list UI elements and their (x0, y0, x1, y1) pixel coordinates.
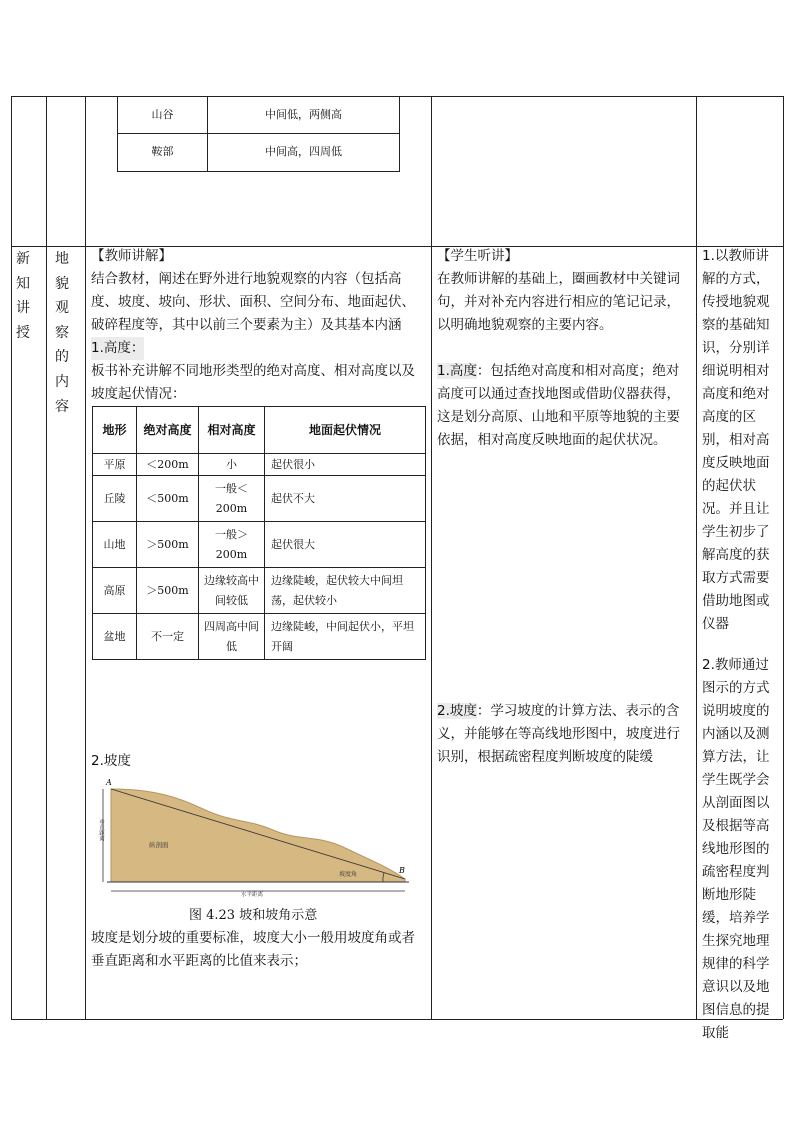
col-border-5 (783, 96, 784, 1019)
teacher-header: 【教师讲解】 (91, 248, 172, 264)
student-slope-text: ：学习坡度的计算方法、表示的含义，并能够在等高线地形图中，坡度进行识别，根据疏密程度判断坡度的陡缓 (437, 703, 680, 765)
slope-diagram (93, 775, 423, 897)
table-cell: 起伏很大 (265, 522, 426, 568)
table-cell: 盆地 (93, 614, 137, 660)
student-height (437, 360, 692, 452)
table-cell: 鞍部 (118, 133, 208, 171)
table-row (93, 476, 426, 522)
table-cell: 起伏很小 (265, 454, 426, 476)
landform-top-table (117, 97, 400, 172)
col-border-2 (85, 96, 86, 1019)
teacher-intro: 结合教材，阐述在野外进行地貌观察的内容（包括高度、坡度、坡向、形状、面积、空间分布、地面起伏、破碎程度等，其中以前三个要素为主）及其基本内涵 (91, 271, 415, 333)
label-vertical-distance: 垂直距离 (98, 819, 104, 841)
table-cell: 一般＜200m (199, 476, 265, 522)
table-row (118, 133, 400, 171)
col-border-0 (11, 96, 12, 1019)
table-cell: 丘陵 (93, 476, 137, 522)
label-profile: 纵剖面 (149, 841, 169, 849)
label-b: B (399, 866, 405, 875)
column-header: 地形 (93, 407, 137, 454)
height-title: 1.高度： (91, 337, 144, 360)
table-row (93, 568, 426, 614)
slope-text: 坡度是划分坡的重要标准，坡度大小一般用坡度角或者垂直距离和水平距离的比值来表示； (91, 930, 415, 969)
table-cell: 起伏不大 (265, 476, 426, 522)
table-cell: 高原 (93, 568, 137, 614)
column-header: 绝对高度 (137, 407, 199, 454)
table-cell: 四周高中间低 (199, 614, 265, 660)
col-border-1 (46, 96, 47, 1019)
table-cell: 小 (199, 454, 265, 476)
student-height-text: ：包括绝对高度和相对高度；绝对高度可以通过查找地图或借助仪器获得，这是划分高原、山地和平原等地貌的主要依据，相对高度反映地面的起伏状况。 (437, 363, 680, 448)
col-border-3 (431, 96, 432, 1019)
section-label-new-knowledge: 新知讲授 (16, 251, 30, 341)
student-intro: 在教师讲解的基础上，圈画教材中关键词句，并对补充内容进行相应的笔记记录，以明确地貌观察的主要内容。 (437, 271, 680, 333)
label-a: A (106, 778, 112, 787)
column-header: 地面起伏情况 (265, 407, 426, 454)
table-cell: 山谷 (118, 97, 208, 133)
table-cell: 边缘陡峻，起伏较大中间坦荡，起伏较小 (265, 568, 426, 614)
table-cell: 中间高，四周低 (208, 133, 400, 171)
student-header: 【学生听讲】 (437, 248, 518, 264)
table-row (118, 97, 400, 133)
student-height-label: 1.高度 (437, 363, 477, 379)
table-cell: 山地 (93, 522, 137, 568)
slope-terrain (111, 789, 405, 882)
table-cell: 中间低，两侧高 (208, 97, 400, 133)
table-cell: ＞500m (137, 522, 199, 568)
figure-caption: 图 4.23 坡和坡角示意 (189, 908, 318, 923)
table-cell: 边缘较高中间较低 (199, 568, 265, 614)
table-row (93, 454, 426, 476)
student-slope-label: 2.坡度 (437, 703, 477, 719)
table-cell: 一般＞200m (199, 522, 265, 568)
col-border-4 (696, 96, 697, 1019)
table-cell: ＜500m (137, 476, 199, 522)
table-row (93, 407, 426, 454)
column-header: 相对高度 (199, 407, 265, 454)
label-slope-angle: 坡度角 (339, 871, 358, 878)
table-cell: 边缘陡峻，中间起伏小，平坦开阔 (265, 614, 426, 660)
table-cell: ＞500m (137, 568, 199, 614)
student-slope (437, 700, 692, 769)
table-cell: 平原 (93, 454, 137, 476)
slope-title: 2.坡度 (91, 753, 131, 769)
table-row (93, 614, 426, 660)
table-row (93, 522, 426, 568)
intent-point-2: 2.教师通过图示的方式说明坡度的内涵以及测算方法，让学生既学会从剖面图以及根据等高线地形图的疏密程度判断地形陡缓，培养学生探究地理规律的科学意识以及地图信息的提取能 (702, 657, 770, 1041)
height-text: 板书补充讲解不同地形类型的绝对高度、相对高度以及坡度起伏情况： (91, 363, 415, 402)
table-cell: ＜200m (137, 454, 199, 476)
table-bottom-border (11, 1019, 783, 1020)
intent-point-1: 1.以教师讲解的方式，传授地貌观察的基础知识，分别详细说明相对高度和绝对高度的区别，相对高度反映地面的起伏状况。并且让学生初步了解高度的获取方式需要借助地图或仪器 (702, 248, 770, 632)
section-label-observation: 地貌观察的内容 (55, 251, 69, 415)
terrain-table (92, 406, 426, 660)
label-horizontal-distance: 水平距离 (241, 892, 264, 897)
table-cell: 不一定 (137, 614, 199, 660)
